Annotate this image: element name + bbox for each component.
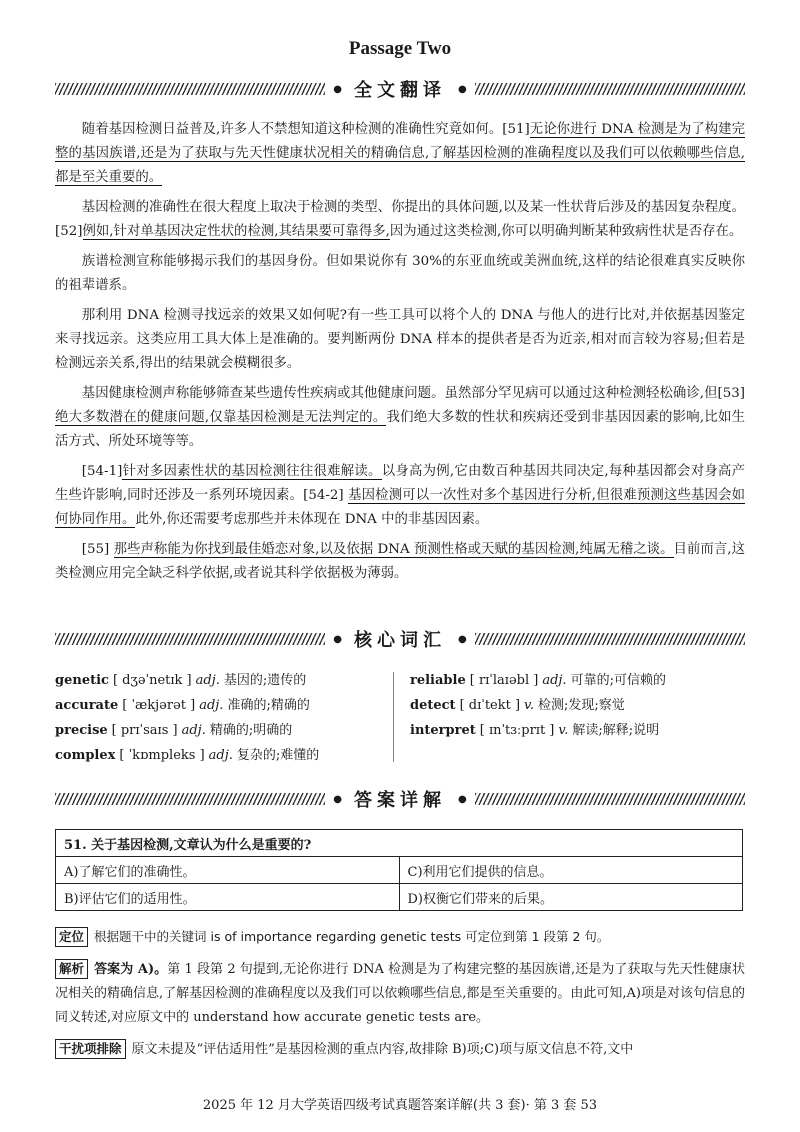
vocab-word: interpret bbox=[410, 723, 476, 738]
jiexi-text: 第 1 段第 2 句提到,无论你进行 DNA 检测是为了构建完整的基因族谱,还是为了获取与先天性健康状况相关的精确信息,了解基因检测的准确程度以及我们可以依赖哪些信息,都是至关重要的。由此可知,A)项是对该句信息的同义转述,对应原文中的 understand how accurate genetic tests are。 bbox=[55, 962, 745, 1025]
jiexi-tag: 解析 bbox=[55, 959, 88, 979]
bullet-icon: ● bbox=[333, 793, 342, 805]
passage-title: Passage Two bbox=[348, 38, 452, 59]
vocab-meaning: 复杂的;难懂的 bbox=[236, 748, 320, 763]
section-header-translation bbox=[55, 76, 745, 102]
vocab-column-left bbox=[55, 668, 385, 768]
spacer bbox=[55, 1030, 745, 1038]
text-span: 我们绝大多数的性状和疾病还受到非基因因素的影响,比如生活方式、所处环境等等。 bbox=[55, 410, 745, 449]
paragraph-6 bbox=[55, 460, 745, 532]
question-stem-row bbox=[56, 830, 743, 857]
vocab-item bbox=[55, 693, 385, 718]
vocab-word: accurate bbox=[55, 698, 119, 713]
paragraph-5 bbox=[55, 382, 745, 454]
option-a: A)了解它们的准确性。 bbox=[56, 857, 400, 884]
text-span: 随着基因检测日益普及,许多人不禁想知道这种检测的准确性究竟如何。[51] bbox=[81, 122, 530, 137]
hatch-divider bbox=[475, 793, 745, 805]
vocab-word: detect bbox=[410, 698, 456, 713]
bullet-icon: ● bbox=[333, 633, 342, 645]
hatch-divider bbox=[55, 633, 325, 645]
section-title: 答案详解 bbox=[354, 790, 446, 811]
vocab-column-right bbox=[410, 668, 750, 743]
paragraph-3: 族谱检测宣称能够揭示我们的基因身份。但如果说你有 30%的东亚血统或美洲血统,这样的结论很难真实反映你的祖辈谱系。 bbox=[55, 254, 745, 293]
vocab-meaning: 可靠的;可信赖的 bbox=[570, 673, 666, 688]
vocab-item bbox=[55, 743, 385, 768]
question-stem: 51. 关于基因检测,文章认为什么是重要的? bbox=[56, 830, 743, 857]
underlined-text: 例如,针对单基因决定性状的检测,其结果要可靠得多, bbox=[82, 224, 390, 239]
vocab-meaning: 基因的;遗传的 bbox=[223, 673, 307, 688]
option-d: D)权衡它们带来的后果。 bbox=[399, 884, 743, 911]
vocab-phonetic: [ ˈækjərət ] bbox=[122, 698, 196, 713]
hatch-divider bbox=[475, 633, 745, 645]
underlined-text: 针对多因素性状的基因检测往往很难解读。 bbox=[122, 464, 382, 479]
options-row bbox=[56, 884, 743, 911]
vocab-word: complex bbox=[55, 748, 116, 763]
option-b: B)评估它们的适用性。 bbox=[56, 884, 400, 911]
vocab-item bbox=[410, 668, 750, 693]
section-title: 全文翻译 bbox=[354, 80, 446, 101]
answer-label: 答案为 A)。 bbox=[94, 962, 168, 977]
analysis-block bbox=[55, 925, 745, 1062]
vocab-word: reliable bbox=[410, 673, 466, 688]
underlined-text: 那些声称能为你找到最佳婚恋对象,以及依据 DNA 预测性格或天赋的基因检测,纯属无稽之谈。 bbox=[113, 542, 674, 557]
bullet-icon: ● bbox=[458, 83, 467, 95]
paragraph-1 bbox=[55, 118, 745, 190]
spacer bbox=[55, 950, 745, 958]
bullet-icon: ● bbox=[458, 793, 467, 805]
text-span: 以身高为例,它由数百种基因共同决定,每种基因都会对身高产生些许影响,同时还涉及一系列环境因素。[54-2] bbox=[55, 464, 745, 503]
vocab-word: genetic bbox=[55, 673, 109, 688]
page-footer: 2025 年 12 月大学英语四级考试真题答案详解(共 3 套)· 第 3 套 53 bbox=[202, 1098, 598, 1113]
hatch-divider bbox=[55, 83, 325, 95]
vocab-pos: adj. bbox=[181, 723, 206, 738]
underlined-text: 基因检测可以一次性对多个基因进行分析,但很难预测这些基因会如何协同作用。 bbox=[55, 488, 745, 527]
vocab-pos: adj. bbox=[208, 748, 233, 763]
vocab-pos: adj. bbox=[542, 673, 567, 688]
paragraph-7 bbox=[55, 538, 745, 586]
text-span: 因为通过这类检测,你可以明确判断某种致病性状是否存在。 bbox=[389, 224, 743, 239]
text-span: 基因检测的准确性在很大程度上取决于检测的类型、你提出的具体问题,以及某一性状背后涉及的基因复杂程度。[52] bbox=[55, 200, 745, 239]
section-header-answers bbox=[55, 786, 745, 812]
vocab-phonetic: [ dʒəˈnetɪk ] bbox=[112, 673, 192, 688]
ganrao-tag: 干扰项排除 bbox=[55, 1039, 126, 1059]
vocab-meaning: 精确的;明确的 bbox=[209, 723, 293, 738]
vocab-word: precise bbox=[55, 723, 108, 738]
vocab-item bbox=[410, 718, 750, 743]
text-span: 此外,你还需要考虑那些并未体现在 DNA 中的非基因因素。 bbox=[135, 512, 489, 527]
hatch-divider bbox=[55, 793, 325, 805]
ganrao-text: 原文未提及“评估适用性”是基因检测的重点内容,故排除 B)项;C)项与原文信息不符,文中 bbox=[131, 1042, 634, 1057]
paragraph-2 bbox=[55, 196, 745, 244]
vocab-meaning: 准确的;精确的 bbox=[227, 698, 310, 713]
ganrao-line bbox=[55, 1038, 745, 1062]
paragraph-4: 那利用 DNA 检测寻找远亲的效果又如何呢?有一些工具可以将个人的 DNA 与他人的进行比对,并依据基因鉴定来寻找远亲。这类应用工具大体上是准确的。要判断两份 DNA 样本的提供者是否为近亲,相对而言较为容易;但若是检测远亲关系,得出的结果就会模糊很多。 bbox=[55, 308, 745, 371]
vocab-pos: v. bbox=[524, 698, 534, 713]
vocab-item bbox=[55, 718, 385, 743]
vocab-list bbox=[55, 668, 745, 768]
section-header-vocab bbox=[55, 626, 745, 652]
option-c: C)利用它们提供的信息。 bbox=[399, 857, 743, 884]
vocab-pos: v. bbox=[558, 723, 569, 738]
translation-body bbox=[55, 118, 745, 592]
question-table bbox=[55, 829, 743, 911]
text-span: [55] bbox=[81, 542, 114, 557]
vocab-pos: adj. bbox=[199, 698, 224, 713]
vocab-pos: adj. bbox=[195, 673, 220, 688]
vocab-item bbox=[55, 668, 385, 693]
hatch-divider bbox=[475, 83, 745, 95]
dingwei-line bbox=[55, 925, 745, 950]
underlined-text: 无论你进行 DNA 检测是为了构建完整的基因族谱,还是为了获取与先天性健康状况相关的精确信息,了解基因检测的准确程度以及我们可以依赖哪些信息,都是至关重要的。 bbox=[55, 122, 745, 185]
vocab-phonetic: [ ˈkɒmpleks ] bbox=[119, 748, 205, 763]
vocab-item bbox=[410, 693, 750, 718]
vocab-phonetic: [ prɪˈsaɪs ] bbox=[111, 723, 178, 738]
underlined-text: 绝大多数潜在的健康问题,仅靠基因检测是无法判定的。 bbox=[55, 410, 387, 425]
dingwei-tag: 定位 bbox=[55, 927, 88, 947]
vocab-phonetic: [ rɪˈlaɪəbl ] bbox=[469, 673, 539, 688]
vocab-meaning: 解读;解释;说明 bbox=[572, 723, 660, 738]
vocab-phonetic: [ ɪnˈtɜːprɪt ] bbox=[479, 723, 555, 738]
vocab-meaning: 检测;发现;察觉 bbox=[537, 698, 625, 713]
bullet-icon: ● bbox=[458, 633, 467, 645]
dingwei-text: 根据题干中的关键词 is of importance regarding genetic tests 可定位到第 1 段第 2 句。 bbox=[94, 929, 610, 944]
section-title: 核心词汇 bbox=[354, 630, 446, 651]
text-span: 目前而言,这类检测应用完全缺乏科学依据,或者说其科学依据极为薄弱。 bbox=[55, 542, 745, 581]
jiexi-line bbox=[55, 958, 745, 1030]
vocab-phonetic: [ dɪˈtekt ] bbox=[459, 698, 521, 713]
text-span: [54-1] bbox=[81, 464, 123, 479]
options-row bbox=[56, 857, 743, 884]
vocab-divider bbox=[393, 672, 394, 762]
text-span: 基因健康检测声称能够筛查某些遗传性疾病或其他健康问题。虽然部分罕见病可以通过这种检测轻松确诊,但[53] bbox=[81, 386, 745, 401]
bullet-icon: ● bbox=[333, 83, 342, 95]
